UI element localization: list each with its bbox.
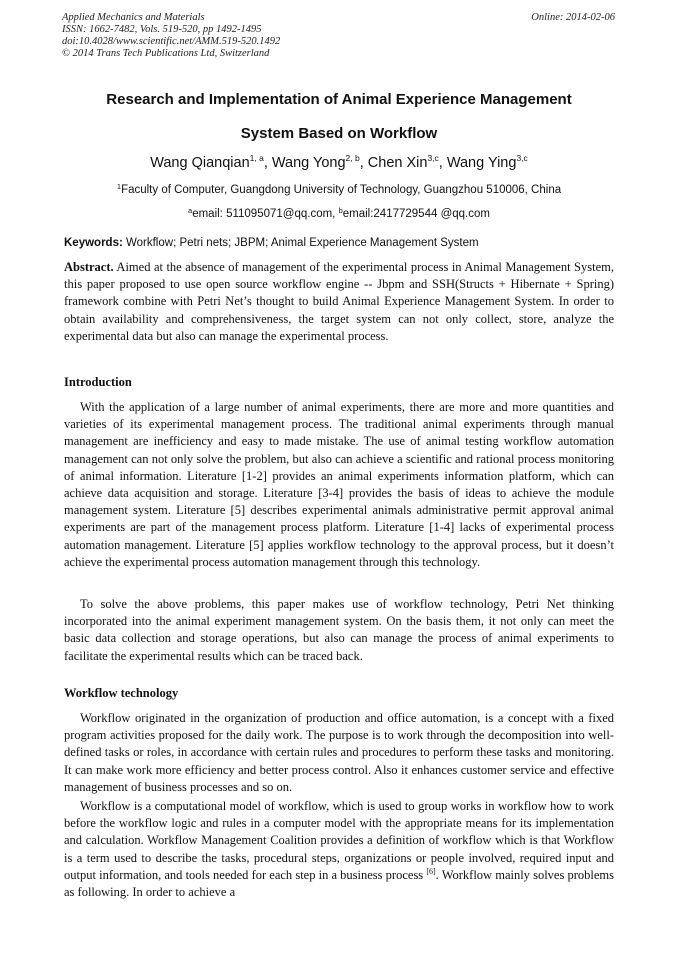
affiliation-text: Faculty of Computer, Guangdong University of Technology, Guangzhou 510006, China <box>121 184 562 196</box>
author-separator: , <box>263 155 272 171</box>
journal-header <box>62 12 280 60</box>
email-a: email: 511095071@qq.com, <box>192 208 339 220</box>
author-name: Wang Yong <box>271 155 346 171</box>
abstract-text: Aimed at the absence of management of the experimental process in Animal Management System, this paper proposed to use open source workflow engine -- Jbpm and SSH(Structs + Hibernate + Spring) framework combine with Petri Net’s thought to build Animal Experience Management System. In order to obtain availability and comprehensiveness, the target system can not only collect, store, analyze the experimental data but also can manage the experimental process. <box>64 260 614 343</box>
author-separator: , <box>438 155 447 171</box>
doi-line: doi:10.4028/www.scientific.net/AMM.519-520.1492 <box>62 36 281 47</box>
section-heading-introduction: Introduction <box>64 375 132 389</box>
abstract-label: Abstract. <box>64 260 114 274</box>
online-date: Online: 2014-02-06 <box>531 12 615 23</box>
paragraph: To solve the above problems, this paper makes use of workflow technology, Petri Net thinking incorporated into the animal experiment management system. On the basis them, it not only can meet the basic data collection and storage operations, but also can manage the process of animal experiments to facilitate the experimental results which can be traced back. <box>64 597 614 663</box>
paragraph: With the application of a large number of animal experiments, there are more and more quantities and varieties of its experimental management process. The traditional animal experiments through manual management are inefficiency and easy to made mistake. The use of animal testing workflow automation management can not only solve the problem, but also can achieve a scientific and rational process monitoring of animal information. Literature [1-2] provides an animal experiments information platform, which can achieve data acquisition and storage. Literature [3-4] provides the basis of ideas to achieve the module management system. Literature [5] describes experimental animals administrative permit approval animal experiments are part of the management process platform. Literature [1-4] lacks of experimental process automation management. Literature [5] applies workflow technology to the approval process, but it doesn’t achieve the experimental process automation management through this technology. <box>64 400 614 569</box>
citation-ref[interactable]: [6] <box>426 866 436 876</box>
email-mark-a: a <box>188 206 193 215</box>
issn-line: ISSN: 1662-7482, Vols. 519-520, pp 1492-1495 <box>62 24 262 35</box>
affiliation-mark: 1 <box>116 182 122 191</box>
title-line-2: System Based on Workflow <box>240 125 438 142</box>
author-name: Wang Qianqian <box>150 155 250 171</box>
abstract <box>64 259 614 345</box>
author-affiliation-mark: 3,c <box>427 153 439 163</box>
keywords-label: Keywords: <box>64 237 123 249</box>
paragraph-text: Workflow is a computational model of workflow, which is used to group works in workflow how to work before the workflow logic and rules in a computer model with the appropriate means for its implementation and calculation. Workflow Management Coalition provides a definition of workflow which is that Workflow is a term used to describe the tasks, procedural steps, organizations or people involved, required input and output information, and tools needed for each step in a business process <box>64 799 614 882</box>
author-separator: , <box>359 155 368 171</box>
section-heading-workflow-technology: Workflow technology <box>64 686 179 700</box>
author-affiliation-mark: 3,c <box>516 153 528 163</box>
journal-name: Applied Mechanics and Materials <box>62 12 205 23</box>
author-name: Chen Xin <box>367 155 428 171</box>
keywords-text: Workflow; Petri nets; JBPM; Animal Experience Management System <box>122 237 479 249</box>
keywords <box>64 236 479 250</box>
paragraph-text: . Workflow mainly solves problems as following. In order to achieve a <box>64 867 614 900</box>
email-line <box>40 207 638 221</box>
paragraph: Workflow originated in the organization of production and office automation, is a concept with a fixed program activities proposed for the daily work. The purpose is to work through the decomposition into well-defined tasks or roles, in accordance with certain rules and procedures to perform these tasks and monitoring. It can make work more efficiency and better process control. Also it enhances customer service and effective management of business processes and so on. <box>64 711 614 794</box>
affiliation <box>40 183 638 197</box>
email-b: email:2417729544 @qq.com <box>342 208 490 220</box>
author-name: Wang Ying <box>446 155 517 171</box>
author-affiliation-mark: 1, a <box>249 153 264 163</box>
title-line-1: Research and Implementation of Animal Experience Management <box>106 91 572 108</box>
paragraph <box>64 798 614 901</box>
author-list <box>40 154 638 172</box>
copyright-line: © 2014 Trans Tech Publications Ltd, Switzerland <box>62 48 270 59</box>
author-affiliation-mark: 2, b <box>345 153 360 163</box>
email-mark-b: b <box>338 206 343 215</box>
